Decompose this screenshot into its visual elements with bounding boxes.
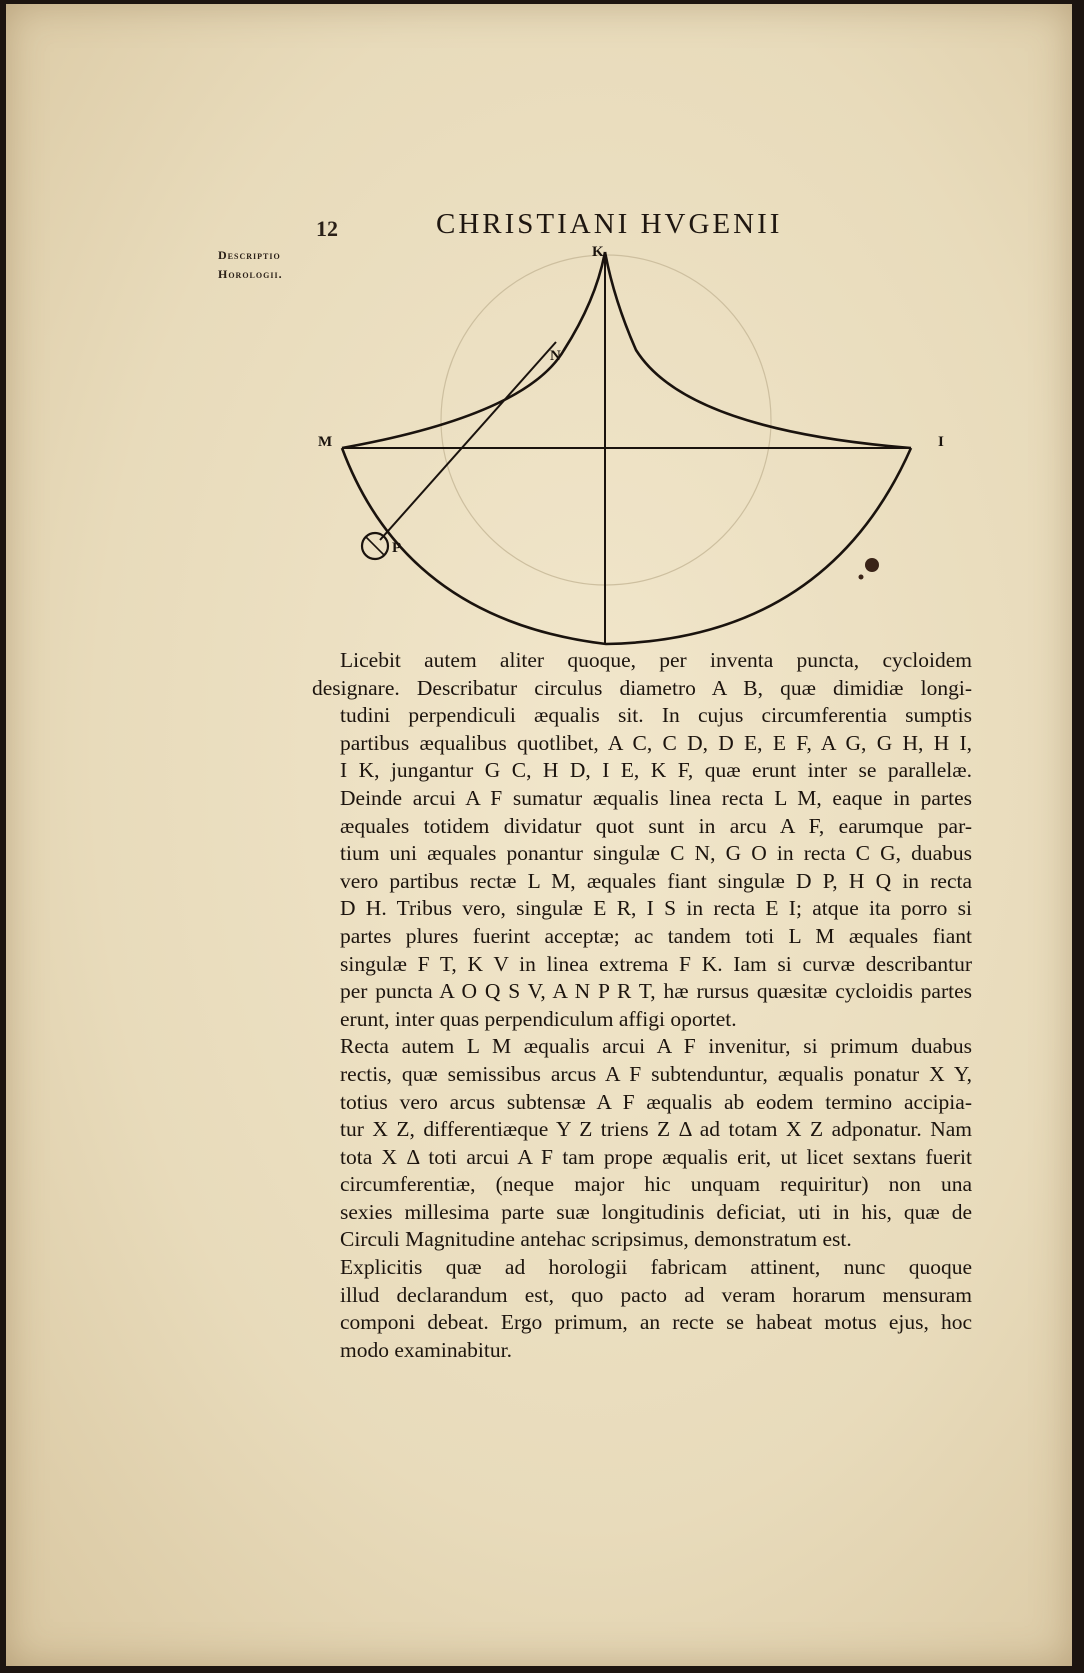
ink-blot (865, 558, 879, 572)
margin-note-line-1: Descriptio (218, 248, 281, 262)
bottom-arc (342, 448, 911, 644)
text-line: per puncta A O Q S V, A N P R T, hæ rursus quæsitæ cycloidis partes (340, 979, 972, 1004)
text-line: partibus æqualibus quotlibet, A C, C D, D E, E F, A G, G H, H I, (340, 730, 972, 755)
text-line: tium uni æquales ponantur singulæ C N, G O in recta C G, duabus (340, 841, 972, 866)
margin-note-line-2: Horologii. (218, 267, 283, 281)
text-line: modo examinabitur. (340, 1337, 512, 1362)
text-line: Circuli Magnitudine antehac scripsimus, demonstratum est. (340, 1227, 852, 1252)
left-cycloid-curve (342, 252, 605, 448)
text-line: D H. Tribus vero, singulæ E R, I S in recta E I; atque ita porro si (340, 896, 972, 921)
text-line: circumferentiæ, (neque major hic unquam requiritur) non una (340, 1172, 972, 1197)
text-line: singulæ F T, K V in linea extrema F K. Iam si curvæ describantur (340, 951, 972, 976)
text-line: partes plures fuerint acceptæ; ac tandem toti L M æquales fiant (340, 923, 972, 948)
margin-note (218, 246, 318, 284)
paragraph-1 (312, 647, 972, 1033)
text-line: illud declarandum est, quo pacto ad veram horarum mensuram (340, 1282, 972, 1307)
text-line: I K, jungantur G C, H D, I E, K F, quæ erunt inter se parallelæ. (340, 758, 972, 783)
body-text (312, 647, 972, 1364)
cycloid-diagram (306, 240, 966, 660)
text-line: vero partibus rectæ L M, æquales fiant singulæ D P, H Q in recta (340, 868, 972, 893)
text-line: designare. Describatur circulus diametro A B, quæ dimidiæ longi- (312, 675, 972, 700)
book-page (6, 4, 1072, 1666)
label-m: M (318, 434, 333, 450)
text-line: erunt, inter quas perpendiculum affigi oportet. (340, 1006, 737, 1031)
text-line: Deinde arcui A F sumatur æqualis linea recta L M, eaque in partes (340, 785, 972, 810)
text-line: Explicitis quæ ad horologii fabricam attinent, nunc quoque (340, 1255, 972, 1280)
ink-speck (859, 575, 864, 580)
page-number: 12 (316, 216, 338, 241)
text-line: totius vero arcus subtensæ A F æqualis ab eodem termino accipia- (340, 1089, 972, 1114)
cycloid-figure (306, 240, 966, 660)
label-i: I (938, 434, 944, 450)
text-line: Licebit autem aliter quoque, per inventa puncta, cycloidem (340, 648, 972, 672)
text-line: sexies millesima parte suæ longitudinis deficiat, uti in his, quæ de (340, 1199, 972, 1224)
label-p: P (392, 540, 402, 556)
running-title: CHRISTIANI HVGENII (436, 208, 783, 240)
label-k: K (592, 244, 604, 260)
text-line: tudini perpendiculi æqualis sit. In cujus circumferentia sumptis (340, 703, 972, 728)
text-line: Recta autem L M æqualis arcui A F invenitur, si primum duabus (340, 1034, 972, 1059)
text-line: tur X Z, differentiæque Y Z triens Z Δ ad totam X Z adponatur. Nam (340, 1117, 972, 1142)
text-line: componi debeat. Ergo primum, an recte se habeat motus ejus, hoc (340, 1310, 972, 1335)
right-cycloid-curve (605, 252, 911, 448)
text-line: tota X Δ toti arcui A F tam prope æqualis erit, ut licet sextans fuerit (340, 1144, 972, 1169)
paragraph-2 (312, 1033, 972, 1254)
text-line: æquales totidem dividatur quot sunt in arcu A F, earumque par- (340, 813, 972, 838)
text-line: rectis, quæ semissibus arcus A F subtenduntur, æqualis ponatur X Y, (340, 1061, 972, 1086)
paragraph-3 (312, 1254, 972, 1364)
label-n: N (550, 348, 561, 364)
